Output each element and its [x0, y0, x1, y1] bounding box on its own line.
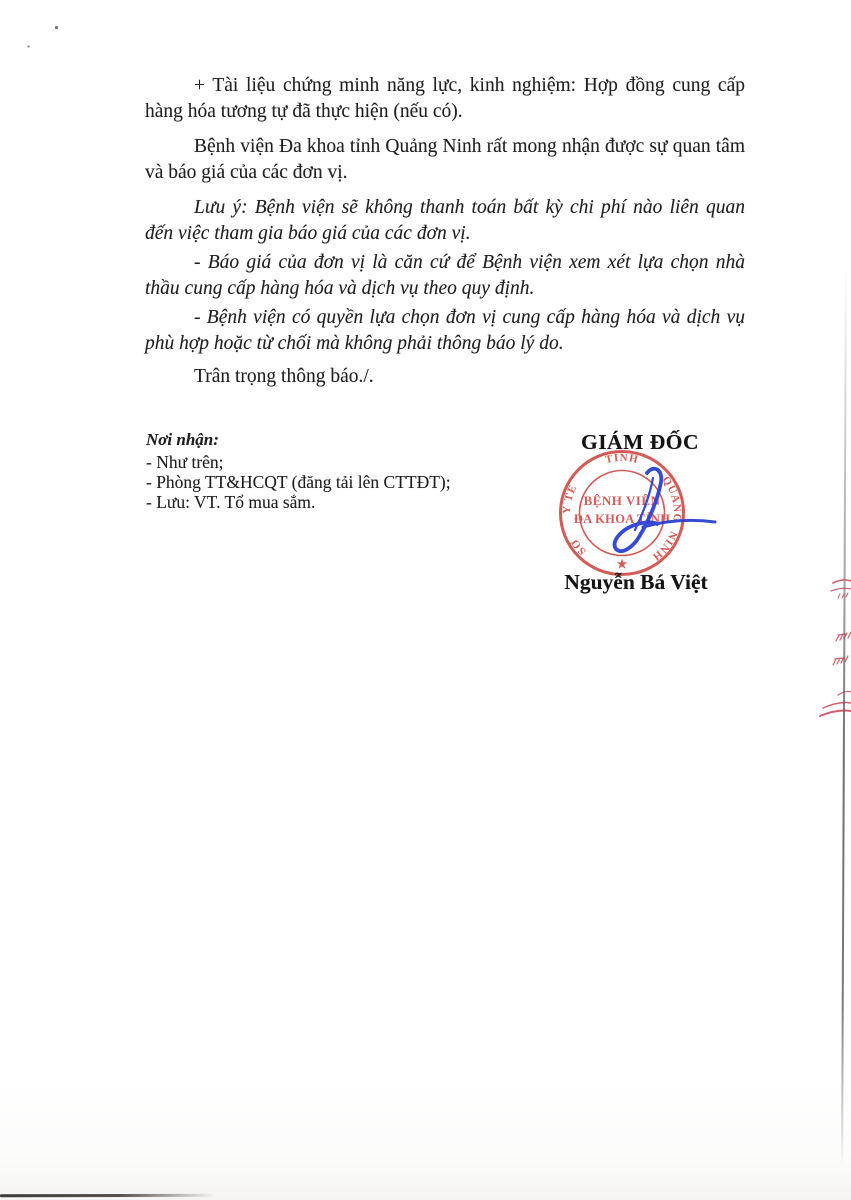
document-body: [145, 73, 745, 399]
stamp-center-line2: ĐA KHOA TỈNH: [573, 512, 671, 526]
recipients-heading: Nơi nhận:: [146, 430, 219, 449]
bottom-scan-shadow: [0, 1194, 215, 1198]
stamp-ring-text: NINH: [649, 529, 680, 564]
stamp-ring-text: TỈNH: [604, 451, 640, 467]
stamp-ring-text: Y TẾ: [560, 482, 580, 515]
recipient-item: - Lưu: VT. Tổ mua sắm.: [146, 492, 316, 512]
paragraph-closing: Trân trọng thông báo./.: [194, 366, 374, 387]
paragraph-note: Lưu ý: Bệnh viện sẽ không thanh toán bất kỳ chi phí nào liên quan đến việc tham gia báo giá của các đơn vị.: [145, 197, 745, 244]
stamp-ring-text: QUẢNG: [659, 474, 684, 524]
edge-stamp-artifacts: [815, 575, 851, 725]
recipient-item: - Như trên;: [146, 452, 224, 472]
paragraph-hospital-request: Bệnh viện Đa khoa tỉnh Quảng Ninh rất mong nhận được sự quan tâm và báo giá của các đơn vị.: [145, 136, 745, 183]
recipient-item: - Phòng TT&HCQT (đăng tải lên CTTĐT);: [146, 472, 451, 492]
paragraph-selection-right: - Bệnh viện có quyền lựa chọn đơn vị cung cấp hàng hóa và dịch vụ phù hợp hoặc từ chối mà không phải thông báo lý do.: [145, 307, 745, 354]
paragraph-documents-required: + Tài liệu chứng minh năng lực, kinh nghiệm: Hợp đồng cung cấp hàng hóa tương tự đã thực hiện (nếu có).: [145, 75, 745, 122]
paragraph-quote-basis: - Báo giá của đơn vị là căn cứ để Bệnh viện xem xét lựa chọn nhà thầu cung cấp hàng hóa và dịch vụ theo quy định.: [145, 252, 745, 299]
stamp-ring-text: SỞ: [568, 536, 589, 558]
stamp-star: ★: [616, 557, 628, 571]
stamp-seal: [561, 452, 684, 575]
recipients-block: [146, 430, 476, 513]
signer-name: Nguyễn Bá Việt: [564, 570, 708, 594]
director-title: GIÁM ĐỐC: [580, 430, 700, 454]
signature-main-stroke: [615, 469, 662, 551]
scan-speck: [55, 26, 58, 29]
stamp-center-line1: BỆNH VIỆN: [583, 493, 661, 508]
